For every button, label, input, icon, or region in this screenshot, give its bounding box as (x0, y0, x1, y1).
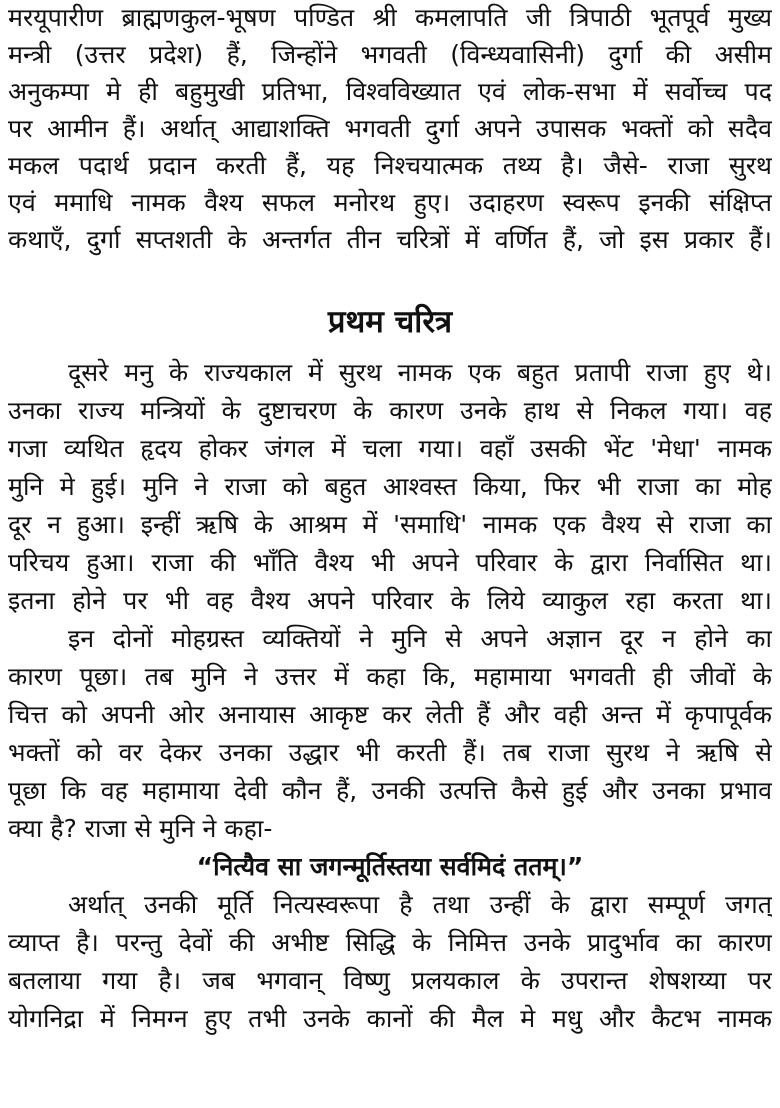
text-line: कथाएँ, दुर्गा सप्तशती के अन्तर्गत तीन चरित्रों में वर्णित हैं, जो इस प्रकार हैं। (8, 225, 772, 254)
text-line: पर आमीन हैं। अर्थात् आद्याशक्ति भगवती दुर्गा अपने उपासक भक्तों को सदैव (8, 114, 772, 143)
text-line: मकल पदार्थ प्रदान करती हैं, यह निश्चयात्मक तथ्य है। जैसे- राजा सुरथ (8, 151, 772, 180)
text-line: मरयूपारीण ब्राह्मणकुल-भूषण पण्डित श्री कमलापति जी त्रिपाठी भूतपूर्व मुख्य (8, 3, 772, 32)
text-line: एवं ममाधि नामक वैश्य सफल मनोरथ हुए। उदाहरण स्वरूप इनकी संक्षिप्त (8, 188, 772, 217)
section-heading: प्रथम चरित्र (327, 304, 453, 340)
text-line: दूर न हुआ। इन्हीं ऋषि के आश्रम में 'समाधि' नामक एक वैश्य से राजा का (8, 510, 772, 539)
text-line: इतना होने पर भी वह वैश्य अपने परिवार के लिये व्याकुल रहा करता था। (8, 586, 772, 615)
text-line: अनुकम्पा मे ही बहुमुखी प्रतिभा, विश्वविख्यात एवं लोक-सभा में सर्वोच्च पद (8, 77, 772, 106)
text-line: अर्थात् उनकी मूर्ति नित्यस्वरूपा है तथा उन्हीं के द्वारा सम्पूर्ण जगत् (68, 890, 772, 919)
text-line: योगनिद्रा में निमग्न हुए तभी उनके कानों की मैल मे मधु और कैटभ नामक (8, 1004, 772, 1033)
text-line: बतलाया गया है। जब भगवान् विष्णु प्रलयकाल के उपरान्त शेषशय्या पर (8, 966, 772, 995)
text-line: कारण पूछा। तब मुनि ने उत्तर में कहा कि, महामाया भगवती ही जीवों के (8, 662, 772, 691)
text-line: इन दोनों मोहग्रस्त व्यक्तियों ने मुनि से अपने अज्ञान दूर न होने का (68, 624, 772, 653)
text-line: दूसरे मनु के राज्यकाल में सुरथ नामक एक बहुत प्रतापी राजा हुए थे। (68, 358, 772, 387)
text-line: व्याप्त है। परन्तु देवों की अभीष्ट सिद्धि के निमित्त उनके प्रादुर्भाव का कारण (8, 928, 772, 957)
text-line: परिचय हुआ। राजा की भाँति वैश्य भी अपने परिवार के द्वारा निर्वासित था। (8, 548, 772, 577)
text-line: भक्तों को वर देकर उनका उद्धार भी करती हैं। तब राजा सुरथ ने ऋषि से (8, 738, 772, 767)
text-line: चित्त को अपनी ओर अनायास आकृष्ट कर लेती हैं और वही अन्त में कृपापूर्वक (8, 700, 772, 729)
text-line: मन्त्री (उत्तर प्रदेश) हैं, जिन्होंने भगवती (विन्ध्यवासिनी) दुर्गा की असीम (8, 40, 772, 69)
text-line: मुनि मे हुई। मुनि ने राजा को बहुत आश्वस्त किया, फिर भी राजा का मोह (8, 472, 772, 501)
text-line: उनका राज्य मन्त्रियों के दुष्टाचरण के कारण उनके हाथ से निकल गया। वह (8, 396, 772, 425)
text-line: गजा व्यथित हृदय होकर जंगल में चला गया। वहाँ उसकी भेंट 'मेधा' नामक (8, 434, 772, 463)
text-line: क्या है? राजा से मुनि ने कहा- (8, 814, 273, 843)
text-line: पूछा कि वह महामाया देवी कौन हैं, उनकी उत्पत्ति कैसे हुई और उनका प्रभाव (8, 776, 772, 805)
sanskrit-quote: “नित्यैव सा जगन्मूर्तिस्तया सर्वमिदं ततम्।” (196, 852, 584, 881)
